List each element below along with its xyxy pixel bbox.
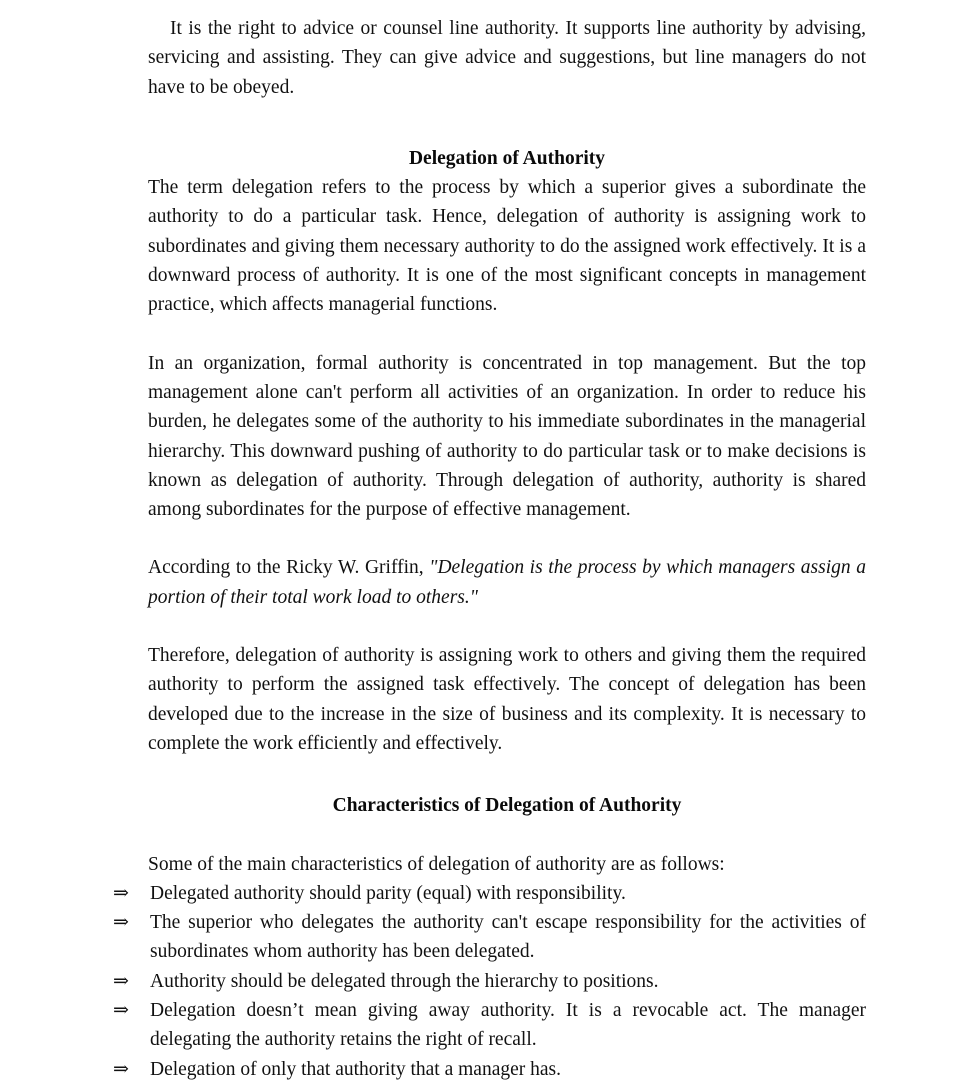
paragraph-organization: In an organization, formal authority is concentrated in top management. But the top management alone can't perform all activities of an organization. In order to reduce his burden, he delegates some of the authority to his immediate subordinates in the managerial hierarchy. This downward pushing of authority to do particular task or to make decisions is known as delegation of authority. Through delegation of authority, authority is shared among subordinates for the purpose of effective management. xyxy=(148,352,866,521)
double-right-arrow-icon: ⇒ xyxy=(113,1058,129,1080)
text-column xyxy=(113,0,867,1084)
double-right-arrow-icon: ⇒ xyxy=(113,970,129,992)
characteristics-list xyxy=(113,879,866,1084)
list-item-label: Delegated authority should parity (equal) with responsibility. xyxy=(150,882,626,904)
paragraph-definition: The term delegation refers to the process by which a superior gives a subordinate the authority to do a particular task. Hence, delegation of authority is assigning work to subordinates and giving them necessary authority to do the assigned work effectively. It is a downward process of authority. It is one of the most significant concepts in management practice, which affects managerial functions. xyxy=(148,177,866,316)
list-item xyxy=(113,996,866,1055)
heading-delegation-of-authority: Delegation of Authority xyxy=(408,147,606,169)
spacer-before-heading-characteristics xyxy=(148,758,866,791)
heading-characteristics: Characteristics of Delegation of Authority xyxy=(332,795,682,817)
paragraph-therefore: Therefore, delegation of authority is assigning work to others and giving them the required authority to perform the assigned task effectively. The concept of delegation has been developed due to the increase in the size of business and its complexity. It is necessary to complete the work efficiently and effectively. xyxy=(148,645,866,754)
spacer-before-heading-delegation xyxy=(148,102,866,144)
list-item xyxy=(113,908,866,967)
spacer-after-heading-characteristics xyxy=(148,821,866,850)
paragraph-griffin-quote xyxy=(148,553,866,612)
quote-attribution-text: According to the Ricky W. Griffin, xyxy=(148,557,430,579)
list-item-label: Authority should be delegated through the hierarchy to positions. xyxy=(150,970,659,992)
double-right-arrow-icon: ⇒ xyxy=(113,882,129,904)
spacer-after-definition xyxy=(148,320,866,349)
intro-paragraph: It is the right to advice or counsel line authority. It supports line authority by advising, servicing and assisting. They can give advice and suggestions, but line managers do not have to be obeyed. xyxy=(148,18,866,98)
list-item xyxy=(113,879,866,908)
quote-italic-text: "Delegation is the process by which managers assign a portion of their total work load to others." xyxy=(148,557,867,608)
list-item xyxy=(113,967,866,996)
list-item-label: The superior who delegates the authority can't escape responsibility for the activities of subordinates whom authority has been delegated. xyxy=(150,912,866,963)
list-item-label: Delegation of only that authority that a manager has. xyxy=(150,1058,561,1080)
list-intro-text: Some of the main characteristics of delegation of authority are as follows: xyxy=(148,853,725,875)
list-item-label: Delegation doesn’t mean giving away authority. It is a revocable act. The manager delegating the authority retains the right of recall. xyxy=(150,1000,866,1051)
list-item xyxy=(113,1055,866,1084)
double-right-arrow-icon: ⇒ xyxy=(113,912,129,934)
top-spacer xyxy=(148,0,866,14)
spacer-after-quote xyxy=(148,612,866,641)
double-right-arrow-icon: ⇒ xyxy=(113,1000,129,1022)
spacer-after-organization xyxy=(148,524,866,553)
